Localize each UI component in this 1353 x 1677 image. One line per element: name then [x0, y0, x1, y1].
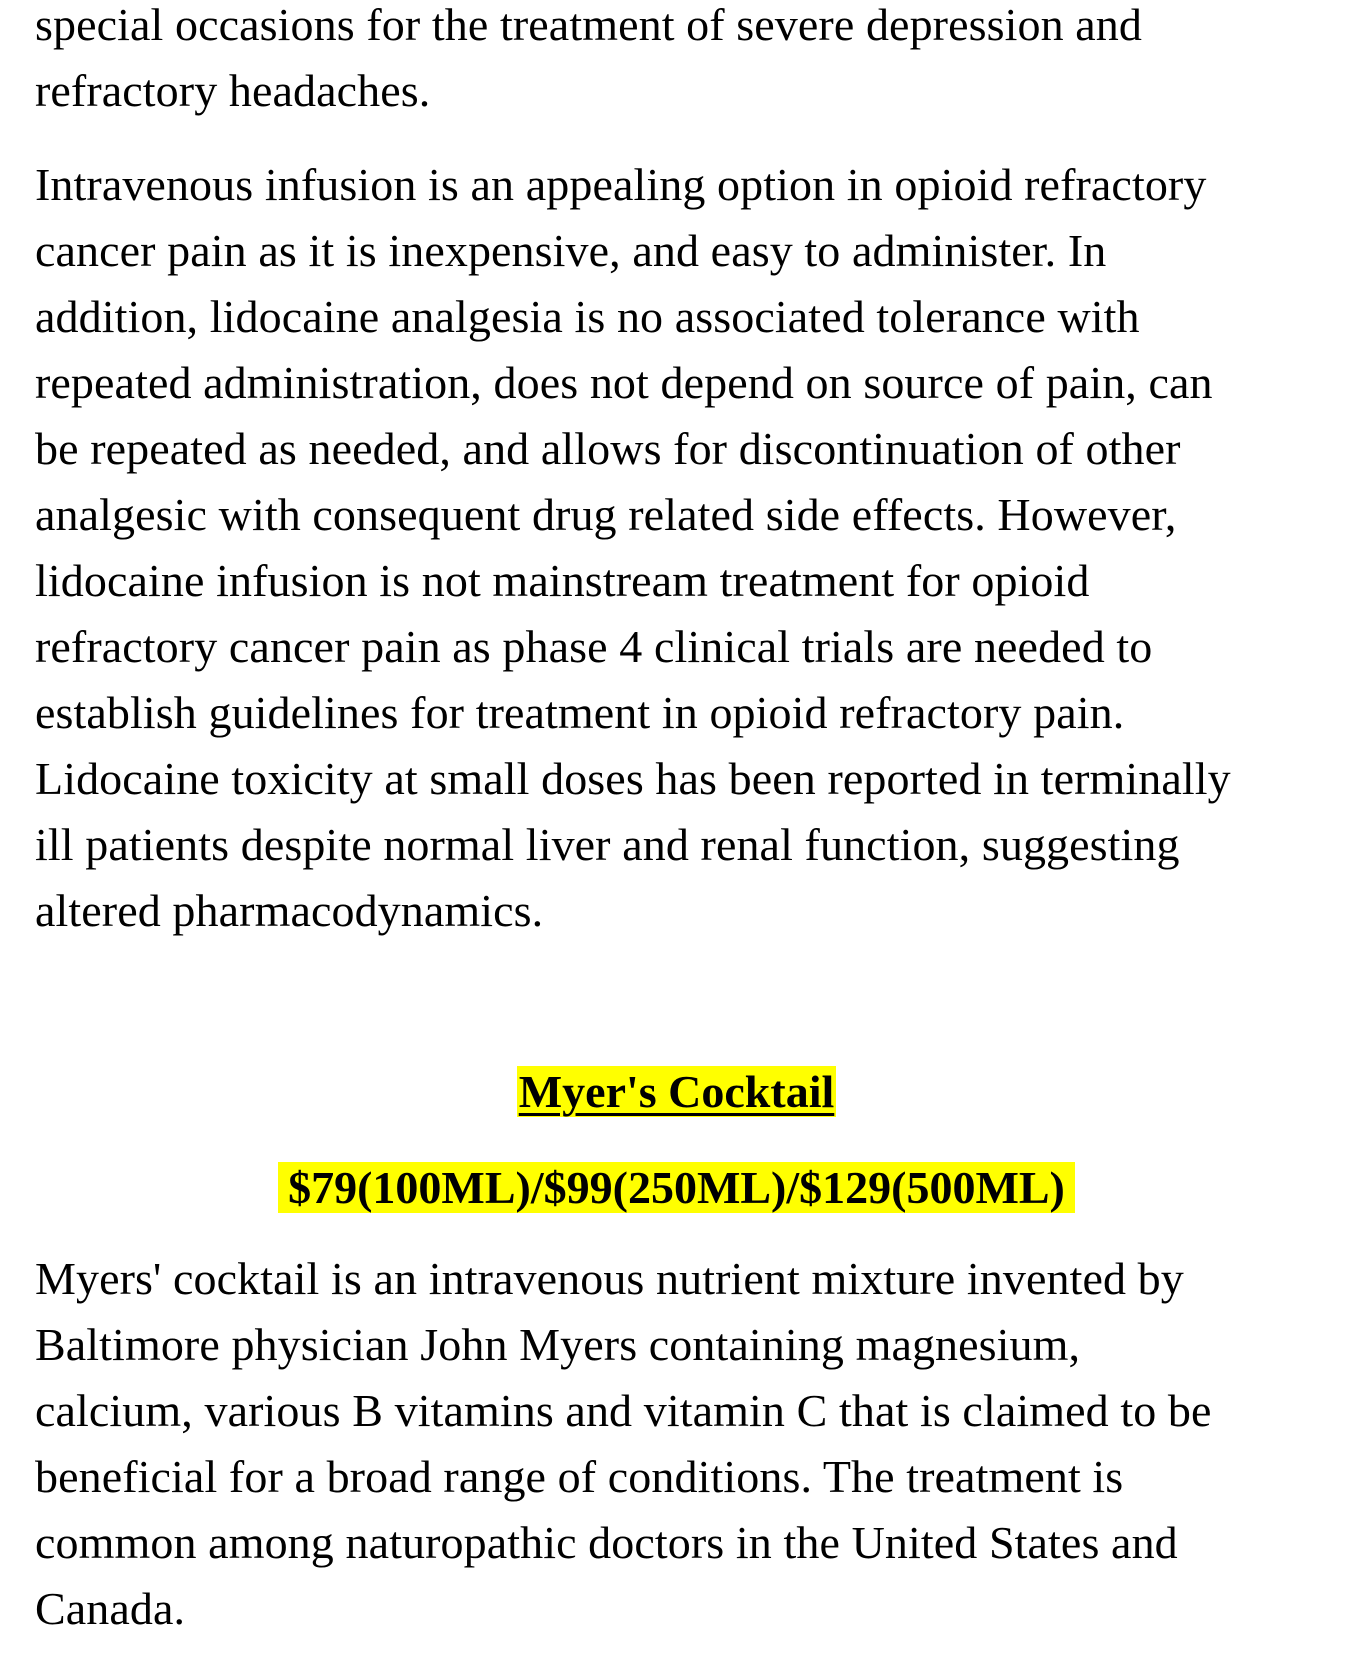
text-line: be repeated as needed, and allows for discontinuation of other [35, 423, 1181, 474]
text-line: Lidocaine toxicity at small doses has been reported in terminally [35, 753, 1231, 804]
section-title: Myer's Cocktail [518, 1066, 835, 1117]
price-text: $79(100ML)/$99(250ML)/$129(500ML) [278, 1162, 1075, 1213]
text-line: repeated administration, does not depend on source of pain, can [35, 357, 1213, 408]
text-line: common among naturopathic doctors in the United States and [35, 1517, 1178, 1568]
text-line: Baltimore physician John Myers containing magnesium, [35, 1319, 1081, 1370]
text-line: ill patients despite normal liver and renal function, suggesting [35, 819, 1180, 870]
text-line: beneficial for a broad range of conditions. The treatment is [35, 1451, 1124, 1502]
text-line: refractory cancer pain as phase 4 clinical trials are needed to [35, 621, 1153, 672]
text-line: refractory headaches. [35, 65, 431, 116]
text-line: Intravenous infusion is an appealing option in opioid refractory [35, 159, 1207, 210]
text-line: special occasions for the treatment of severe depression and [35, 0, 1143, 50]
price-line [0, 1160, 1353, 1216]
paragraph-depression-headaches [35, 0, 1325, 124]
text-line: addition, lidocaine analgesia is no associated tolerance with [35, 291, 1140, 342]
text-line: establish guidelines for treatment in opioid refractory pain. [35, 687, 1125, 738]
text-line: lidocaine infusion is not mainstream treatment for opioid [35, 555, 1090, 606]
text-line: altered pharmacodynamics. [35, 885, 544, 936]
paragraph-myers-cocktail [35, 1246, 1325, 1642]
text-line: calcium, various B vitamins and vitamin C that is claimed to be [35, 1385, 1212, 1436]
text-line: cancer pain as it is inexpensive, and easy to administer. In [35, 225, 1107, 276]
section-heading [0, 1064, 1353, 1120]
text-line: analgesic with consequent drug related side effects. However, [35, 489, 1177, 540]
paragraph-lidocaine-infusion [35, 152, 1325, 944]
text-line: Canada. [35, 1583, 186, 1634]
text-line: Myers' cocktail is an intravenous nutrient mixture invented by [35, 1253, 1184, 1304]
